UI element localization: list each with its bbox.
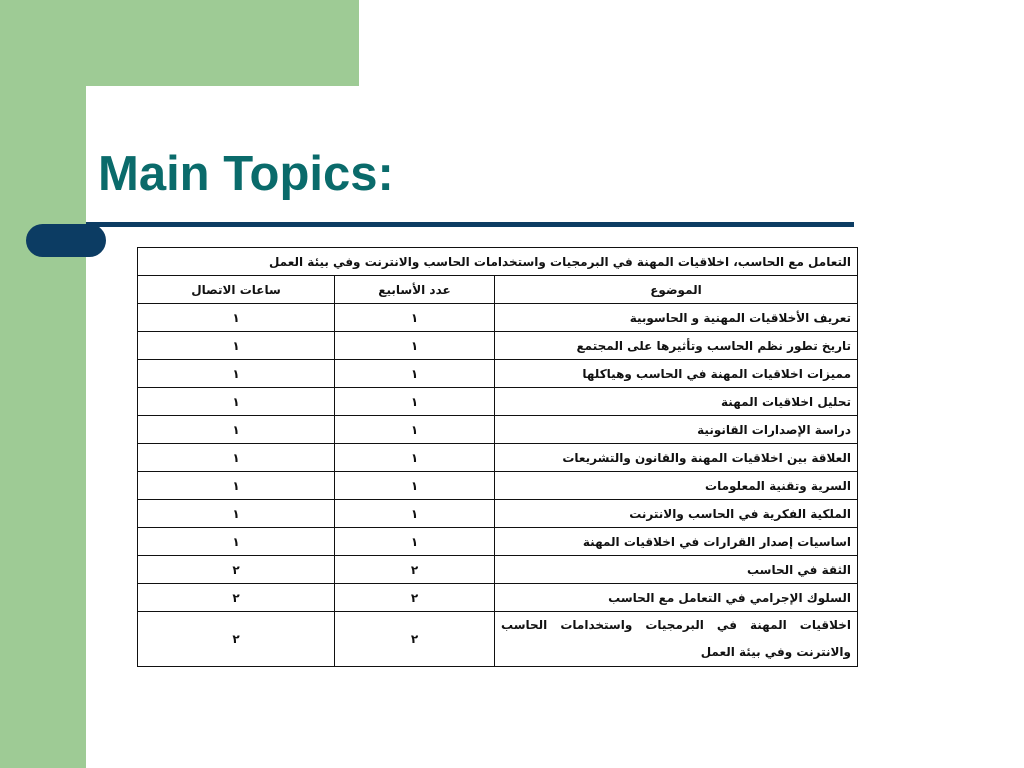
cell-weeks: ٢ (335, 584, 495, 612)
cell-topic: اساسيات إصدار القرارات في اخلاقيات المهنة (495, 528, 858, 556)
table-row (138, 444, 858, 472)
cell-contact-hours: ١ (138, 416, 335, 444)
header-weeks: عدد الأسابيع (335, 276, 495, 304)
cell-topic: الملكية الفكرية في الحاسب والانترنت (495, 500, 858, 528)
cell-weeks: ٢ (335, 556, 495, 584)
table-row (138, 388, 858, 416)
cell-topic: مميزات اخلاقيات المهنة في الحاسب وهياكلها (495, 360, 858, 388)
cell-weeks: ١ (335, 416, 495, 444)
table-row (138, 584, 858, 612)
cell-weeks: ١ (335, 360, 495, 388)
cell-contact-hours: ١ (138, 472, 335, 500)
cell-contact-hours: ١ (138, 388, 335, 416)
cell-topic: دراسة الإصدارات القانونية (495, 416, 858, 444)
table-row (138, 360, 858, 388)
table-row (138, 528, 858, 556)
table-row (138, 472, 858, 500)
header-topic: الموضوع (495, 276, 858, 304)
table-row (138, 304, 858, 332)
cell-weeks: ١ (335, 388, 495, 416)
cell-contact-hours: ٢ (138, 584, 335, 612)
cell-topic: السلوك الإجرامي في التعامل مع الحاسب (495, 584, 858, 612)
cell-weeks: ١ (335, 332, 495, 360)
table-caption-row (138, 248, 858, 276)
table-row (138, 416, 858, 444)
cell-contact-hours: ٢ (138, 612, 335, 667)
table-row (138, 500, 858, 528)
cell-contact-hours: ١ (138, 360, 335, 388)
table-caption: التعامل مع الحاسب، اخلاقيات المهنة في البرمجيات واستخدامات الحاسب والانترنت وفي بيئة العمل (138, 248, 858, 276)
cell-topic: الثقة في الحاسب (495, 556, 858, 584)
topics-table-container (137, 247, 857, 667)
cell-topic: العلاقة بين اخلاقيات المهنة والقانون والتشريعات (495, 444, 858, 472)
cell-weeks: ١ (335, 304, 495, 332)
cell-weeks: ١ (335, 472, 495, 500)
cell-contact-hours: ١ (138, 332, 335, 360)
cell-weeks: ١ (335, 500, 495, 528)
cell-contact-hours: ١ (138, 500, 335, 528)
topics-table (137, 247, 858, 667)
cell-contact-hours: ١ (138, 444, 335, 472)
title-rule-cap (26, 224, 106, 257)
green-top-decoration (0, 0, 359, 86)
cell-topic: اخلاقيات المهنة في البرمجيات واستخدامات الحاسب والانترنت وفي بيئة العمل (495, 612, 858, 667)
table-header-row (138, 276, 858, 304)
cell-weeks: ١ (335, 444, 495, 472)
table-row (138, 332, 858, 360)
cell-topic: تاريخ تطور نظم الحاسب وتأثيرها على المجتمع (495, 332, 858, 360)
cell-topic: تعريف الأخلاقيات المهنية و الحاسوبية (495, 304, 858, 332)
cell-contact-hours: ٢ (138, 556, 335, 584)
cell-topic: تحليل اخلاقيات المهنة (495, 388, 858, 416)
table-row (138, 612, 858, 667)
title-rule (86, 222, 854, 227)
cell-topic: السرية وتقنية المعلومات (495, 472, 858, 500)
table-row (138, 556, 858, 584)
green-sidebar-decoration (0, 0, 86, 768)
header-contact-hours: ساعات الاتصال (138, 276, 335, 304)
cell-contact-hours: ١ (138, 304, 335, 332)
cell-weeks: ١ (335, 528, 495, 556)
cell-weeks: ٢ (335, 612, 495, 667)
cell-contact-hours: ١ (138, 528, 335, 556)
slide-title: Main Topics: (98, 147, 394, 201)
